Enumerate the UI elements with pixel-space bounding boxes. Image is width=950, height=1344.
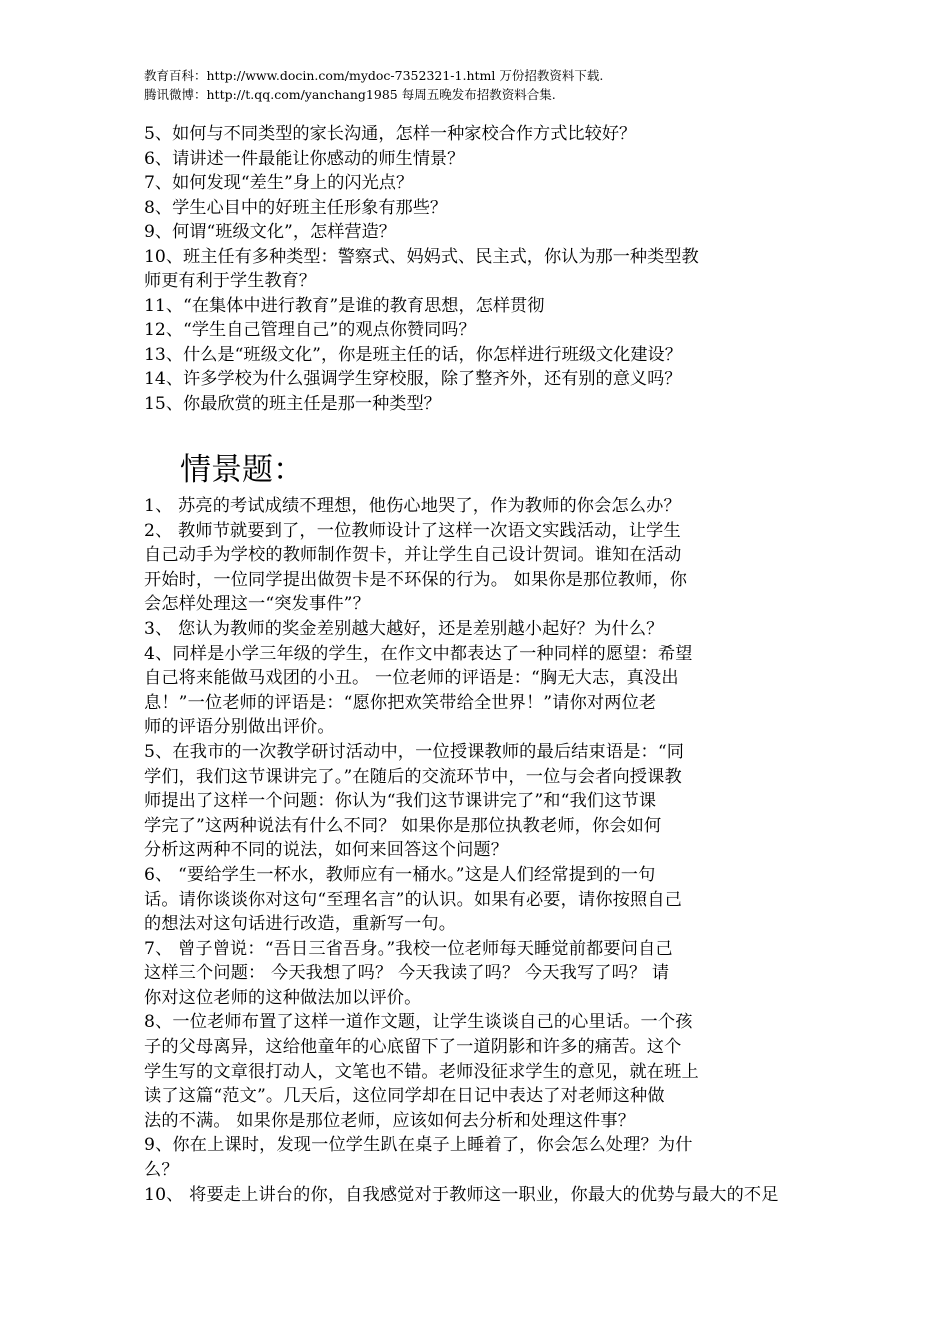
scenario-line: 5、在我市的一次教学研讨活动中，一位授课教师的最后结束语是：“同 xyxy=(144,741,685,762)
scenario-line: 师提出了这样一个问题：你认为“我们这节课讲完了”和“我们这节课 xyxy=(144,791,657,812)
scenario-line: 1、 苏亮的考试成绩不理想，他伤心地哭了，作为教师的你会怎么办？ xyxy=(144,496,681,516)
scenario-line: 自己动手为学校的教师制作贺卡，并让学生自己设计贺词。谁知在活动 xyxy=(144,545,682,566)
scenario-line: 的想法对这句话进行改造，重新写一句。 xyxy=(144,914,457,935)
scenario-line: 学完了”这两种说法有什么不同？ 如果你是那位执教老师，你会如何 xyxy=(144,815,662,836)
question-item: 10、班主任有多种类型：警察式、妈妈式、民主式，你认为那一种类型教 xyxy=(144,246,699,267)
scenario-line: 分析这两种不同的说法，如何来回答这个问题？ xyxy=(144,840,509,861)
question-item: 5、如何与不同类型的家长沟通，怎样一种家校合作方式比较好？ xyxy=(144,124,637,144)
question-item-continuation: 师更有利于学生教育？ xyxy=(144,271,316,291)
scenario-line: 学生写的文章很打动人，文笔也不错。老师没征求学生的意见，就在班上 xyxy=(144,1061,699,1082)
scenario-line: 你对这位老师的这种做法加以评价。 xyxy=(144,987,422,1008)
scenario-line: 学们，我们这节课讲完了。”在随后的交流环节中，一位与会者向授课教 xyxy=(144,766,682,787)
question-item: 7、如何发现“差生”身上的闪光点？ xyxy=(144,173,414,193)
question-item: 8、学生心目中的好班主任形象有那些？ xyxy=(144,197,448,218)
scenario-line: 子的父母离异，这给他童年的心底留下了一道阴影和许多的痛苦。这个 xyxy=(144,1037,682,1058)
scenario-line: 10、 将要走上讲台的你，自我感觉对于教师这一职业，你最大的优势与最大的不足 xyxy=(144,1184,779,1205)
question-item: 11、“在集体中进行教育”是谁的教育思想，怎样贯彻 xyxy=(144,295,545,316)
page-header xyxy=(144,66,844,104)
scenario-list xyxy=(144,494,840,1207)
section-title: 情景题： xyxy=(180,452,304,488)
scenario-line: 7、 曾子曾说：“吾日三省吾身。”我校一位老师每天睡觉前都要问自己 xyxy=(144,938,673,959)
question-item: 12、“学生自己管理自己”的观点你赞同吗？ xyxy=(144,320,476,340)
scenario-line: 3、 您认为教师的奖金差别越大越好，还是差别越小起好？为什么？ xyxy=(144,618,664,639)
scenario-line: 6、 “要给学生一杯水，教师应有一桶水。”这是人们经常提到的一句 xyxy=(144,864,656,885)
scenario-line: 自己将来能做马戏团的小丑。 一位老师的评语是：“胸无大志，真没出 xyxy=(144,668,679,689)
question-item: 13、什么是“班级文化”，你是班主任的话，你怎样进行班级文化建设？ xyxy=(144,344,682,365)
scenario-line: 2、 教师节就要到了，一位教师设计了这样一次语文实践活动，让学生 xyxy=(144,520,681,541)
scenario-line: 开始时，一位同学提出做贺卡是不环保的行为。 如果你是那位教师，你 xyxy=(144,569,688,590)
scenario-line: 这样三个问题： 今天我想了吗？ 今天我读了吗？ 今天我写了吗？ 请 xyxy=(144,963,670,984)
scenario-line: 读了这篇“范文”。几天后，这位同学却在日记中表达了对老师这种做 xyxy=(144,1086,665,1107)
header-line-1: 教育百科：http://www.docin.com/mydoc-7352321-1.html 万份招教资料下载. xyxy=(144,68,604,83)
scenario-line: 话。请你谈谈你对这句“至理名言”的认识。如果有必要，请你按照自己 xyxy=(144,889,683,910)
header-line-2: 腾讯微博：http://t.qq.com/yanchang1985 每周五晚发布招教资料合集. xyxy=(144,87,556,102)
question-item: 9、何谓“班级文化”，怎样营造？ xyxy=(144,222,396,242)
scenario-line: 8、一位老师布置了这样一道作文题，让学生谈谈自己的心里话。一个孩 xyxy=(144,1012,693,1033)
scenario-line: 法的不满。 如果你是那位老师，应该如何去分析和处理这件事？ xyxy=(144,1110,636,1131)
scenario-line: 息！”一位老师的评语是：“愿你把欢笑带给全世界！”请你对两位老 xyxy=(144,692,657,713)
question-list xyxy=(144,122,844,416)
question-item: 15、你最欣赏的班主任是那一种类型？ xyxy=(144,393,441,414)
question-item: 6、请讲述一件最能让你感动的师生情景？ xyxy=(144,148,465,169)
scenario-line: 会怎样处理这一“突发事件”？ xyxy=(144,594,370,615)
scenario-line: 9、你在上课时，发现一位学生趴在桌子上睡着了，你会怎么处理？为什 xyxy=(144,1135,693,1156)
scenario-line: 4、同样是小学三年级的学生，在作文中都表达了一种同样的愿望：希望 xyxy=(144,643,693,664)
question-item: 14、许多学校为什么强调学生穿校服，除了整齐外，还有别的意义吗？ xyxy=(144,369,682,389)
scenario-line: 么？ xyxy=(144,1160,179,1181)
scenario-line: 师的评语分别做出评价。 xyxy=(144,717,335,738)
